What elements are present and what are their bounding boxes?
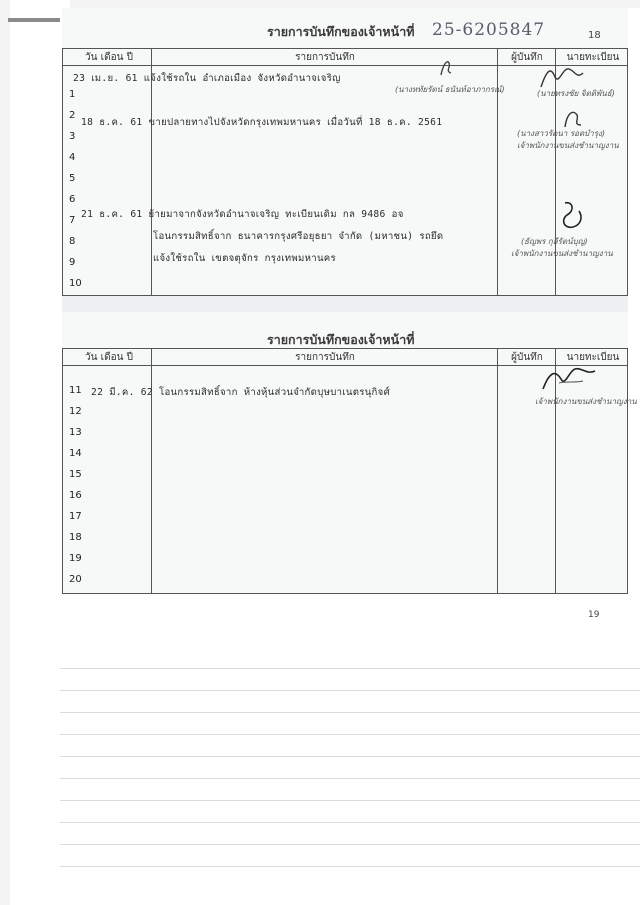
scan-line bbox=[60, 668, 640, 669]
scan-gap bbox=[62, 296, 628, 312]
row-number: 12 bbox=[69, 406, 82, 417]
handwritten-signature-mark bbox=[539, 363, 599, 395]
row-number: 10 bbox=[69, 278, 82, 289]
row-number: 9 bbox=[69, 257, 76, 268]
handwritten-signature-mark bbox=[537, 63, 587, 91]
officer-signature-name: (นางหทัยรัตน์ ธนันท์อาภากรณ์) bbox=[395, 85, 505, 94]
column-header-record: รายการบันทึก bbox=[295, 52, 355, 63]
column-header-recorder: ผู้บันทึก bbox=[511, 52, 543, 63]
registration-record-bottom bbox=[62, 312, 637, 620]
scan-left-edge bbox=[0, 0, 10, 905]
record-entry: 21 ธ.ค. 61 ย้ายมาจากจังหวัดอำนาจเจริญ ทะเบียนเดิม กล 9486 อจ bbox=[81, 209, 404, 220]
column-header-registrar: นายทะเบียน bbox=[566, 52, 620, 63]
column-header-record: รายการบันทึก bbox=[295, 352, 355, 363]
row-number: 2 bbox=[69, 110, 76, 121]
scan-line bbox=[60, 866, 640, 867]
column-header-recorder: ผู้บันทึก bbox=[511, 352, 543, 363]
row-number: 7 bbox=[69, 215, 76, 226]
officer-signature-title: เจ้าพนักงานขนส่งชำนาญงาน bbox=[535, 397, 637, 406]
column-header-date: วัน เดือน ปี bbox=[85, 352, 133, 363]
row-number: 20 bbox=[69, 574, 82, 585]
row-number: 16 bbox=[69, 490, 82, 501]
row-number: 4 bbox=[69, 152, 76, 163]
page-number: 19 bbox=[588, 610, 600, 620]
section-title: รายการบันทึกของเจ้าหน้าที่ bbox=[267, 24, 415, 39]
page-number: 18 bbox=[588, 30, 601, 41]
scan-line bbox=[60, 734, 640, 735]
row-number: 17 bbox=[69, 511, 82, 522]
row-number: 18 bbox=[69, 532, 82, 543]
scan-line bbox=[60, 822, 640, 823]
handwritten-signature-mark bbox=[555, 197, 591, 237]
scan-stripe bbox=[8, 18, 60, 22]
officer-signature-title: เจ้าพนักงานขนส่งชำนาญงาน bbox=[511, 249, 613, 258]
record-entry: 18 ธ.ค. 61 ขายปลายทางไปจังหวัดกรุงเทพมหานคร เมื่อวันที่ 18 ธ.ค. 2561 bbox=[81, 117, 443, 128]
officer-signature-name: (ธัญพร กุลีรัตน์บุญ) bbox=[521, 237, 588, 246]
scan-line bbox=[60, 800, 640, 801]
section-title: รายการบันทึกของเจ้าหน้าที่ bbox=[267, 332, 415, 347]
row-number: 13 bbox=[69, 427, 82, 438]
scan-line bbox=[60, 690, 640, 691]
record-table-bottom bbox=[62, 348, 637, 594]
column-header-date: วัน เดือน ปี bbox=[85, 52, 133, 63]
registrar-signature-name: (นายทรงชัย จิตติพันธ์) bbox=[537, 89, 615, 98]
handwritten-signature-mark bbox=[437, 55, 457, 79]
record-table-top bbox=[62, 48, 628, 296]
row-number: 15 bbox=[69, 469, 82, 480]
row-number: 1 bbox=[69, 89, 76, 100]
scan-line bbox=[60, 712, 640, 713]
record-entry: แจ้งใช้รถใน เขตจตุจักร กรุงเทพมหานคร bbox=[153, 253, 336, 264]
handwritten-signature-mark bbox=[559, 107, 587, 131]
record-entry: โอนกรรมสิทธิ์จาก ธนาคารกรุงศรีอยุธยา จำกัด (มหาชน) รถยึด bbox=[153, 231, 444, 242]
record-entry: 22 มี.ค. 62 โอนกรรมสิทธิ์จาก ห้างหุ้นส่วนจำกัดบุษบาเนตรนุกิจศ์ bbox=[91, 387, 390, 398]
row-number: 19 bbox=[69, 553, 82, 564]
column-divider bbox=[497, 349, 498, 593]
row-number: 11 bbox=[69, 385, 82, 396]
row-number: 14 bbox=[69, 448, 82, 459]
officer-signature-title: เจ้าพนักงานขนส่งชำนาญงาน bbox=[517, 141, 619, 150]
row-number: 6 bbox=[69, 194, 76, 205]
scan-line bbox=[60, 778, 640, 779]
row-number: 5 bbox=[69, 173, 76, 184]
record-entry: 23 เม.ย. 61 แจ้งใช้รถใน อำเภอเมือง จังหวัดอำนาจเจริญ bbox=[73, 73, 341, 84]
column-header-registrar: นายทะเบียน bbox=[566, 352, 620, 363]
scan-top-edge bbox=[70, 0, 640, 8]
row-number: 3 bbox=[69, 131, 76, 142]
registration-record-top bbox=[62, 8, 628, 296]
scan-line bbox=[60, 844, 640, 845]
scan-line bbox=[60, 756, 640, 757]
officer-signature-name: (นางสาวรัตนา รอดบำรุง) bbox=[517, 129, 606, 138]
row-number: 8 bbox=[69, 236, 76, 247]
handwritten-record-number: 25-6205847 bbox=[432, 20, 546, 40]
